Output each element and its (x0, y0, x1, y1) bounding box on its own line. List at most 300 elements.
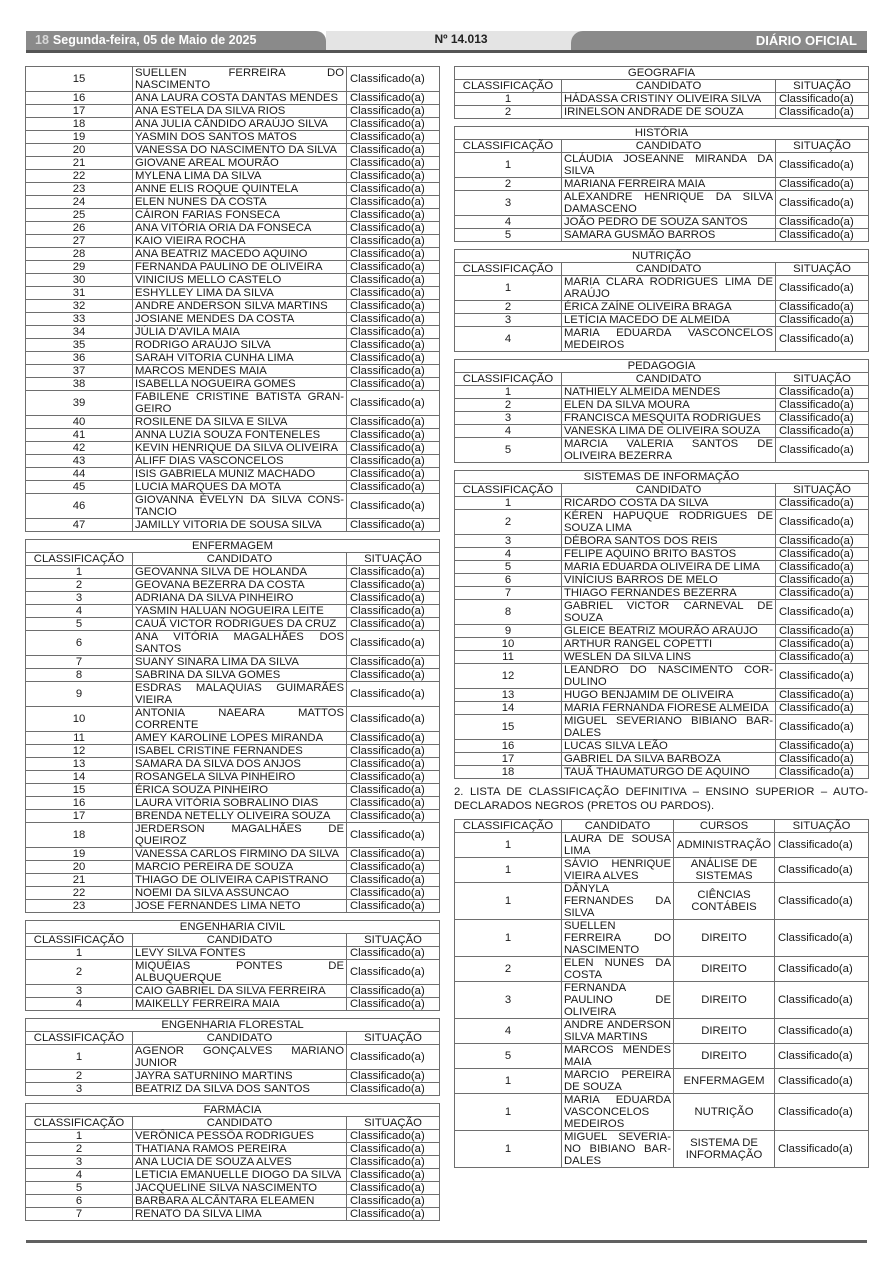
rank-cell: 3 (455, 412, 562, 425)
status-cell: Classificado(a) (347, 669, 440, 682)
candidate-name-cell: THIAGO DE OLIVEIRA CAPISTRANO (133, 874, 347, 887)
rank-cell: 2 (455, 301, 562, 314)
course-title: GEOGRAFIA (455, 67, 869, 80)
table-row (26, 300, 440, 313)
rank-cell: 21 (26, 157, 133, 170)
column-header-candidato: CANDIDATO (133, 1032, 347, 1045)
candidate-name-cell: THIAGO FERNANDES BEZERRA (562, 587, 776, 600)
rank-cell: 20 (26, 861, 133, 874)
candidate-name-cell: VANESKA LIMA DE OLIVEIRA SOUZA (562, 425, 776, 438)
table-row (455, 327, 869, 352)
table-row (455, 178, 869, 191)
rank-cell: 1 (455, 93, 562, 106)
candidate-name-cell: HÁDASSA CRISTINY OLIVEIRA SILVA (562, 93, 776, 106)
status-cell: Classificado(a) (347, 874, 440, 887)
rank-cell: 3 (455, 535, 562, 548)
rank-cell: 7 (26, 1208, 133, 1221)
status-cell: Classificado(a) (347, 656, 440, 669)
table-row (26, 118, 440, 131)
candidate-name-cell: ANNA LUZIA SOUZA FONTENELES (133, 429, 347, 442)
status-cell: Classificado(a) (347, 1070, 440, 1083)
rank-cell: 4 (455, 548, 562, 561)
table-row (26, 222, 440, 235)
table-row (26, 784, 440, 797)
table-row (455, 753, 869, 766)
rank-cell: 1 (26, 566, 133, 579)
candidate-name-cell: VERÔNICA PESSÔA RODRIGUES (133, 1130, 347, 1143)
table-row (26, 1143, 440, 1156)
candidate-name-cell: LETICIA EMANUELLE DIOGO DA SILVA (133, 1169, 347, 1182)
status-cell: Classificado(a) (775, 982, 869, 1019)
status-cell: Classificado(a) (776, 93, 869, 106)
status-cell: Classificado(a) (775, 858, 869, 883)
table-row (455, 425, 869, 438)
course-cell: ENFERMAGEM (674, 1069, 775, 1094)
table-row (455, 574, 869, 587)
table-row (455, 638, 869, 651)
publication-title: DIÁRIO OFICIAL (571, 31, 867, 50)
table-row (26, 998, 440, 1011)
status-cell: Classificado(a) (347, 313, 440, 326)
candidate-name-cell: THATIANA RAMOS PEREIRA (133, 1143, 347, 1156)
candidate-name-cell: ESDRAS MALAQUIAS GUIMARÃES VIEIRA (133, 682, 347, 707)
candidate-name-cell: VANESSA CARLOS FIRMINO DA SILVA (133, 848, 347, 861)
page-header (26, 31, 867, 53)
table-row (26, 170, 440, 183)
table-row (26, 960, 440, 985)
rank-cell: 16 (26, 797, 133, 810)
table-row (455, 702, 869, 715)
column-header-candidato: CANDIDATO (133, 553, 347, 566)
rank-cell: 1 (455, 153, 562, 178)
table-row (455, 920, 869, 957)
rank-cell: 24 (26, 196, 133, 209)
candidate-name-cell: ELEN NUNES DA COSTA (562, 957, 674, 982)
rank-cell: 1 (455, 386, 562, 399)
status-cell: Classificado(a) (776, 438, 869, 463)
rank-cell: 11 (455, 651, 562, 664)
status-cell: Classificado(a) (776, 399, 869, 412)
column-header-classificacao: CLASSIFICAÇÃO (455, 373, 562, 386)
status-cell: Classificado(a) (347, 235, 440, 248)
rank-cell: 19 (26, 131, 133, 144)
candidate-name-cell: GABRIEL DA SILVA BARBOZA (562, 753, 776, 766)
course-cell: DIREITO (674, 957, 775, 982)
rank-cell: 1 (455, 1094, 562, 1131)
rank-cell: 2 (455, 957, 562, 982)
table-row (455, 561, 869, 574)
status-cell: Classificado(a) (347, 365, 440, 378)
rank-cell: 31 (26, 287, 133, 300)
course-table-enfermagem (25, 539, 440, 913)
candidate-name-cell: CAUÃ VICTOR RODRIGUES DA CRUZ (133, 618, 347, 631)
table-row (455, 301, 869, 314)
status-cell: Classificado(a) (776, 664, 869, 689)
rank-cell: 30 (26, 274, 133, 287)
status-cell: Classificado(a) (776, 574, 869, 587)
rank-cell: 43 (26, 455, 133, 468)
table-row (26, 455, 440, 468)
status-cell: Classificado(a) (347, 1156, 440, 1169)
candidate-name-cell: MAIKELLY FERREIRA MAIA (133, 998, 347, 1011)
table-row (455, 664, 869, 689)
candidate-name-cell: HUGO BENJAMIM DE OLIVEIRA (562, 689, 776, 702)
rank-cell: 27 (26, 235, 133, 248)
status-cell: Classificado(a) (347, 183, 440, 196)
status-cell: Classificado(a) (776, 587, 869, 600)
table-row (26, 365, 440, 378)
rank-cell: 5 (26, 1182, 133, 1195)
table-row (26, 157, 440, 170)
rank-cell: 4 (26, 1169, 133, 1182)
candidate-name-cell: MIGUEL SEVERIA-NO BIBIANO BAR-DALES (562, 1131, 674, 1168)
rank-cell: 18 (26, 118, 133, 131)
candidate-name-cell: CÁIRON FARIAS FONSECA (133, 209, 347, 222)
status-cell: Classificado(a) (347, 998, 440, 1011)
status-cell: Classificado(a) (347, 758, 440, 771)
rank-cell: 4 (455, 1019, 562, 1044)
course-title: FARMÁCIA (26, 1104, 440, 1117)
status-cell: Classificado(a) (347, 352, 440, 365)
candidate-name-cell: JOÃO PEDRO DE SOUZA SANTOS (562, 216, 776, 229)
candidate-name-cell: ANA VITÓRIA ORIA DA FONSECA (133, 222, 347, 235)
candidate-name-cell: AGENOR GONÇALVES MARIANO JUNIOR (133, 1045, 347, 1070)
table-row (26, 429, 440, 442)
candidate-name-cell: JOSE FERNANDES LIMA NETO (133, 900, 347, 913)
table-row (26, 105, 440, 118)
table-row (26, 144, 440, 157)
table-row (455, 587, 869, 600)
candidate-name-cell: ANDRE ANDERSON SILVA MARTINS (133, 300, 347, 313)
course-title: NUTRIÇÃO (455, 250, 869, 263)
rank-cell: 17 (455, 753, 562, 766)
column-header-classificacao: CLASSIFICAÇÃO (26, 553, 133, 566)
table-row (26, 313, 440, 326)
status-cell: Classificado(a) (347, 378, 440, 391)
rank-cell: 3 (26, 592, 133, 605)
status-cell: Classificado(a) (347, 960, 440, 985)
table-row (26, 209, 440, 222)
column-header-classificacao: CLASSIFICAÇÃO (455, 484, 562, 497)
candidate-name-cell: KEVIN HENRIQUE DA SILVA OLIVEIRA (133, 442, 347, 455)
status-cell: Classificado(a) (347, 157, 440, 170)
candidate-name-cell: ROSANGELA SILVA PINHEIRO (133, 771, 347, 784)
table-row (455, 229, 869, 242)
status-cell: Classificado(a) (347, 605, 440, 618)
status-cell: Classificado(a) (776, 651, 869, 664)
candidate-name-cell: GEOVANA BEZERRA DA COSTA (133, 579, 347, 592)
table-row (26, 758, 440, 771)
rank-cell: 37 (26, 365, 133, 378)
status-cell: Classificado(a) (347, 566, 440, 579)
rank-cell: 38 (26, 378, 133, 391)
course-title: ENFERMAGEM (26, 540, 440, 553)
table-row (26, 823, 440, 848)
candidate-name-cell: ANA VITÓRIA MAGALHÃES DOS SANTOS (133, 631, 347, 656)
right-column (454, 66, 868, 1175)
course-title: SISTEMAS DE INFORMAÇÃO (455, 471, 869, 484)
table-row (26, 1070, 440, 1083)
status-cell: Classificado(a) (347, 287, 440, 300)
table-row (455, 1044, 869, 1069)
column-header-situacao: SITUAÇÃO (776, 140, 869, 153)
column-header-candidato: CANDIDATO (133, 934, 347, 947)
status-cell: Classificado(a) (776, 689, 869, 702)
candidate-name-cell: VINÍCIUS BARROS DE MELO (562, 574, 776, 587)
candidate-name-cell: NOEMI DA SILVA ASSUNCAO (133, 887, 347, 900)
rank-cell: 10 (26, 707, 133, 732)
candidate-name-cell: SARAH VITORIA CUNHA LIMA (133, 352, 347, 365)
column-header-classificacao: CLASSIFICAÇÃO (455, 263, 562, 276)
rank-cell: 47 (26, 519, 133, 532)
candidate-name-cell: IRINELSON ANDRADE DE SOUZA (562, 106, 776, 119)
table-row (26, 745, 440, 758)
status-cell: Classificado(a) (347, 494, 440, 519)
candidate-name-cell: MARCIA VALERIA SANTOS DE OLIVEIRA BEZERRA (562, 438, 776, 463)
status-cell: Classificado(a) (775, 1044, 869, 1069)
rank-cell: 3 (26, 1083, 133, 1096)
status-cell: Classificado(a) (347, 1143, 440, 1156)
rank-cell: 16 (455, 740, 562, 753)
course-cell: SISTEMA DE INFORMAÇÃO (674, 1131, 775, 1168)
status-cell: Classificado(a) (776, 229, 869, 242)
table-row (455, 216, 869, 229)
table-row (26, 183, 440, 196)
column-header-classificacao: CLASSIFICAÇÃO (455, 80, 562, 93)
table-row (26, 235, 440, 248)
table-row (455, 740, 869, 753)
rank-cell: 19 (26, 848, 133, 861)
status-cell: Classificado(a) (775, 1131, 869, 1168)
column-header-candidato: CANDIDATO (562, 820, 674, 833)
table-row (455, 548, 869, 561)
status-cell: Classificado(a) (347, 391, 440, 416)
column-header-candidato: CANDIDATO (562, 263, 776, 276)
candidate-name-cell: SAMARA DA SILVA DOS ANJOS (133, 758, 347, 771)
status-cell: Classificado(a) (347, 732, 440, 745)
rank-cell: 2 (455, 178, 562, 191)
table-row (26, 947, 440, 960)
status-cell: Classificado(a) (776, 510, 869, 535)
course-table-historia (454, 126, 869, 242)
rank-cell: 3 (455, 982, 562, 1019)
candidate-name-cell: MARIA FERNANDA FIORESE ALMEIDA (562, 702, 776, 715)
table-row (26, 1195, 440, 1208)
column-header-situacao: SITUAÇÃO (776, 484, 869, 497)
table-row (26, 707, 440, 732)
candidate-name-cell: ANA JULIA CÂNDIDO ARAÚJO SILVA (133, 118, 347, 131)
rank-cell: 3 (455, 314, 562, 327)
rank-cell: 1 (455, 920, 562, 957)
table-row (455, 982, 869, 1019)
table-row (26, 1083, 440, 1096)
status-cell: Classificado(a) (347, 248, 440, 261)
table-row (26, 326, 440, 339)
course-table-engenharia-florestal (25, 1018, 440, 1096)
candidate-name-cell: ISIS GABRIELA MUNIZ MACHADO (133, 468, 347, 481)
rank-cell: 40 (26, 416, 133, 429)
status-cell: Classificado(a) (347, 274, 440, 287)
rank-cell: 44 (26, 468, 133, 481)
candidate-name-cell: ÁLIFF DIAS VASCONCELOS (133, 455, 347, 468)
candidate-name-cell: LUCIA MARQUES DA MOTA (133, 481, 347, 494)
table-row (455, 314, 869, 327)
rank-cell: 45 (26, 481, 133, 494)
table-row (26, 274, 440, 287)
rank-cell: 5 (455, 561, 562, 574)
candidate-name-cell: ANA LAURA COSTA DANTAS MENDES (133, 92, 347, 105)
footer-rule (26, 1240, 867, 1243)
publication-date: Segunda-feira, 05 de Maio de 2025 (52, 33, 257, 47)
rank-cell: 4 (26, 998, 133, 1011)
status-cell: Classificado(a) (347, 1045, 440, 1070)
column-header-situacao: SITUAÇÃO (776, 263, 869, 276)
candidate-name-cell: SÁVIO HENRIQUE VIEIRA ALVES (562, 858, 674, 883)
column-header-situacao: SITUAÇÃO (347, 1032, 440, 1045)
status-cell: Classificado(a) (347, 144, 440, 157)
status-cell: Classificado(a) (347, 339, 440, 352)
table-row (26, 1208, 440, 1221)
status-cell: Classificado(a) (347, 682, 440, 707)
candidate-name-cell: SUELLEN FERREIRA DO NASCIMENTO (133, 67, 347, 92)
table-row (455, 766, 869, 779)
table-row (455, 535, 869, 548)
status-cell: Classificado(a) (347, 261, 440, 274)
table-row (26, 566, 440, 579)
status-cell: Classificado(a) (776, 412, 869, 425)
table-row (26, 985, 440, 998)
candidate-name-cell: ANDRE ANDERSON SILVA MARTINS (562, 1019, 674, 1044)
column-header-classificacao: CLASSIFICAÇÃO (26, 1117, 133, 1130)
status-cell: Classificado(a) (347, 442, 440, 455)
status-cell: Classificado(a) (347, 67, 440, 92)
column-header-situacao: SITUAÇÃO (347, 934, 440, 947)
rank-cell: 22 (26, 887, 133, 900)
candidate-name-cell: GLEICE BEATRIZ MOURÃO ARAÚJO (562, 625, 776, 638)
candidate-name-cell: GABRIEL VICTOR CARNEVAL DE SOUZA (562, 600, 776, 625)
candidate-name-cell: YASMIN DOS SANTOS MATOS (133, 131, 347, 144)
status-cell: Classificado(a) (776, 497, 869, 510)
rank-cell: 23 (26, 183, 133, 196)
candidate-name-cell: ESHYLLEY LIMA DA SILVA (133, 287, 347, 300)
table-row (455, 386, 869, 399)
candidate-name-cell: ROSILENE DA SILVA E SILVA (133, 416, 347, 429)
rank-cell: 32 (26, 300, 133, 313)
status-cell: Classificado(a) (347, 300, 440, 313)
column-header-candidato: CANDIDATO (562, 484, 776, 497)
course-table-engenharia-civil (25, 920, 440, 1011)
table-row (26, 874, 440, 887)
table-row (455, 651, 869, 664)
rank-cell: 15 (26, 784, 133, 797)
header-rule (26, 50, 867, 53)
status-cell: Classificado(a) (347, 861, 440, 874)
table-row (455, 93, 869, 106)
status-cell: Classificado(a) (347, 416, 440, 429)
rank-cell: 4 (455, 216, 562, 229)
rank-cell: 5 (455, 438, 562, 463)
status-cell: Classificado(a) (347, 848, 440, 861)
table-row (455, 1094, 869, 1131)
rank-cell: 17 (26, 105, 133, 118)
table-row (26, 92, 440, 105)
status-cell: Classificado(a) (776, 386, 869, 399)
course-cell: ADMINISTRAÇÃO (674, 833, 775, 858)
candidate-name-cell: LAURA VITÓRIA SOBRALINO DIAS (133, 797, 347, 810)
table-row (26, 1045, 440, 1070)
status-cell: Classificado(a) (347, 797, 440, 810)
candidate-name-cell: FELIPE AQUINO BRITO BASTOS (562, 548, 776, 561)
column-header-classificacao: CLASSIFICAÇÃO (455, 140, 562, 153)
status-cell: Classificado(a) (776, 561, 869, 574)
rank-cell: 11 (26, 732, 133, 745)
header-date-bar (26, 31, 326, 50)
table-row (26, 67, 440, 92)
course-table-nutricao (454, 249, 869, 352)
column-header-candidato: CANDIDATO (562, 140, 776, 153)
status-cell: Classificado(a) (776, 276, 869, 301)
status-cell: Classificado(a) (775, 1019, 869, 1044)
candidate-name-cell: BEATRIZ DA SILVA DOS SANTOS (133, 1083, 347, 1096)
candidate-name-cell: MARIA EDUARDA VASCONCELOS MEDEIROS (562, 327, 776, 352)
status-cell: Classificado(a) (347, 823, 440, 848)
candidate-name-cell: MARIA EDUARDA OLIVEIRA DE LIMA (562, 561, 776, 574)
candidate-name-cell: YASMIN HALUAN NOGUEIRA LEITE (133, 605, 347, 618)
status-cell: Classificado(a) (347, 618, 440, 631)
table-row (455, 276, 869, 301)
table-row (455, 1131, 869, 1168)
course-title: ENGENHARIA CIVIL (26, 921, 440, 934)
course-cell: DIREITO (674, 1019, 775, 1044)
rank-cell: 18 (26, 823, 133, 848)
table-row (26, 261, 440, 274)
candidate-name-cell: ISABEL CRISTINE FERNANDES (133, 745, 347, 758)
candidate-name-cell: ELEN NUNES DA COSTA (133, 196, 347, 209)
candidate-name-cell: TAUÃ THAUMATURGO DE AQUINO (562, 766, 776, 779)
column-header-candidato: CANDIDATO (133, 1117, 347, 1130)
table-row (455, 153, 869, 178)
candidate-name-cell: DÂNYLA FERNANDES DA SILVA (562, 883, 674, 920)
candidate-name-cell: MARCIO PEREIRA DE SOUZA (133, 861, 347, 874)
column-header-situacao: SITUAÇÃO (775, 820, 869, 833)
course-cell: ANÁLISE DE SISTEMAS (674, 858, 775, 883)
rank-cell: 25 (26, 209, 133, 222)
candidate-name-cell: JERDERSON MAGALHÃES DE QUEIROZ (133, 823, 347, 848)
candidate-name-cell: LAURA DE SOUSA LIMA (562, 833, 674, 858)
rank-cell: 13 (26, 758, 133, 771)
candidate-name-cell: SUANY SINARA LIMA DA SILVA (133, 656, 347, 669)
table-row (26, 442, 440, 455)
rank-cell: 1 (455, 497, 562, 510)
status-cell: Classificado(a) (347, 131, 440, 144)
candidate-name-cell: CAIO GABRIEL DA SILVA FERREIRA (133, 985, 347, 998)
rank-cell: 2 (26, 1143, 133, 1156)
table-row (455, 106, 869, 119)
rank-cell: 1 (455, 833, 562, 858)
candidate-name-cell: AMEY KAROLINE LOPES MIRANDA (133, 732, 347, 745)
status-cell: Classificado(a) (776, 425, 869, 438)
column-header-situacao: SITUAÇÃO (776, 80, 869, 93)
table-row (455, 191, 869, 216)
candidate-name-cell: GIOVANNA ÉVELYN DA SILVA CONS-TANCIO (133, 494, 347, 519)
status-cell: Classificado(a) (776, 753, 869, 766)
status-cell: Classificado(a) (776, 178, 869, 191)
candidate-name-cell: KAIO VIEIRA ROCHA (133, 235, 347, 248)
status-cell: Classificado(a) (347, 810, 440, 823)
candidate-name-cell: VINICIUS MELLO CASTELO (133, 274, 347, 287)
course-table-geografia (454, 66, 869, 119)
rank-cell: 7 (455, 587, 562, 600)
